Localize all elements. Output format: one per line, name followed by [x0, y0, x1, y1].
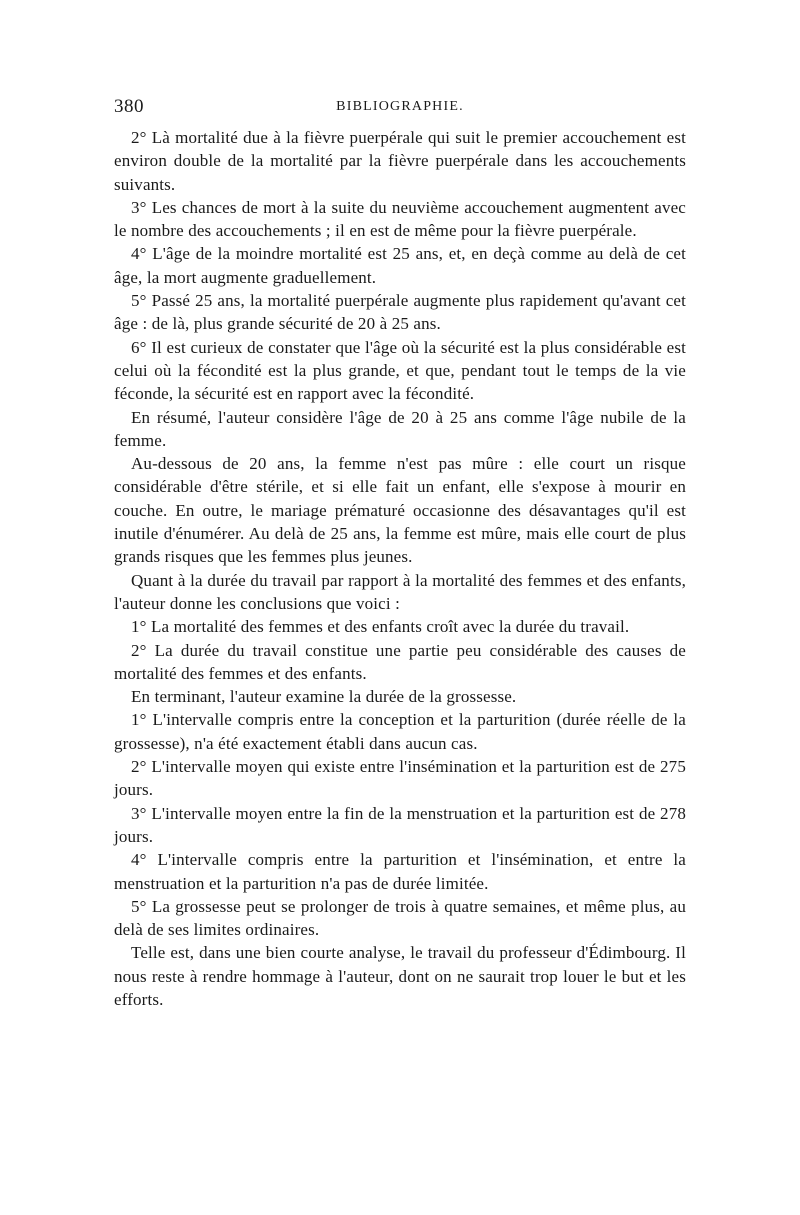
body-text: [114, 126, 686, 1011]
paragraph-labor-intro: Quant à la durée du travail par rapport à la mortalité des femmes et des enfants, l'auteur donne les conclusions que voici :: [114, 570, 686, 613]
paragraph-summary: En résumé, l'auteur considère l'âge de 20 à 25 ans comme l'âge nubile de la femme.: [114, 407, 686, 450]
paragraph-conclusion-3: 3° Les chances de mort à la suite du neuvième accouchement augmentent avec le nombre des accouchements ; il en est de même pour la fièvre puerpérale.: [114, 197, 686, 241]
paragraph-pregnancy-intro: En terminant, l'auteur examine la durée de la grossesse.: [131, 687, 517, 707]
paragraph-conclusion-2: 2° Là mortalité due à la fièvre puerpérale qui suit le premier accouchement est environ double de la mortalité par la fièvre puerpérale dans les accouchements suivants.: [114, 128, 686, 194]
paragraph-conclusion-5: 5° Passé 25 ans, la mortalité puerpérale augmente plus rapidement qu'avant cet âge : de là, plus grande sécurité de 20 à 25 ans.: [114, 291, 686, 334]
paragraph-labor-1: 1° La mortalité des femmes et des enfants croît avec la durée du travail.: [131, 617, 630, 637]
paragraph-pregnancy-4: 4° L'intervalle compris entre la parturition et l'insémination, et entre la menstruation et la parturition n'a pas de durée limitée.: [114, 850, 686, 893]
paragraph-conclusion-4: 4° L'âge de la moindre mortalité est 25 ans, et, en deçà comme au delà de cet âge, la mort augmente graduellement.: [114, 244, 686, 287]
paragraph-pregnancy-2: 2° L'intervalle moyen qui existe entre l'insémination et la parturition est de 275 jours.: [114, 757, 686, 800]
paragraph-pregnancy-3: 3° L'intervalle moyen entre la fin de la menstruation et la parturition est de 278 jours.: [114, 803, 686, 846]
page-number: 380: [114, 96, 144, 117]
running-head: [114, 96, 686, 124]
running-title: BIBLIOGRAPHIE.: [336, 99, 464, 114]
paragraph-conclusion-6: 6° Il est curieux de constater que l'âge où la sécurité est la plus considérable est celui où la fécondité est la plus grande, et que, pendant tout le temps de la vie féconde, la sécurité est en rapport avec la fécondité.: [114, 337, 686, 404]
book-page: [114, 96, 686, 1011]
paragraph-age-discussion: Au-dessous de 20 ans, la femme n'est pas mûre : elle court un risque considérable d'être stérile, et si elle fait un enfant, elle s'expose à mourir en couche. En outre, le mariage prématuré occasionne des désavantages qu'il est inutile d'énumérer. Au delà de 25 ans, la femme est mûre, mais elle court de plus grands risques que les femmes plus jeunes.: [114, 454, 686, 567]
paragraph-pregnancy-5: 5° La grossesse peut se prolonger de trois à quatre semaines, et même plus, au delà de ses limites ordinaires.: [114, 896, 686, 940]
paragraph-closing: Telle est, dans une bien courte analyse, le travail du professeur d'Édimbourg. Il nous reste à rendre hommage à l'auteur, dont on ne saurait trop louer le but et les efforts.: [114, 943, 686, 1009]
paragraph-pregnancy-1: 1° L'intervalle compris entre la conception et la parturition (durée réelle de la grossesse), n'a été exactement établi dans aucun cas.: [114, 710, 686, 753]
paragraph-labor-2: 2° La durée du travail constitue une partie peu considérable des causes de mortalité des femmes et des enfants.: [114, 640, 686, 683]
